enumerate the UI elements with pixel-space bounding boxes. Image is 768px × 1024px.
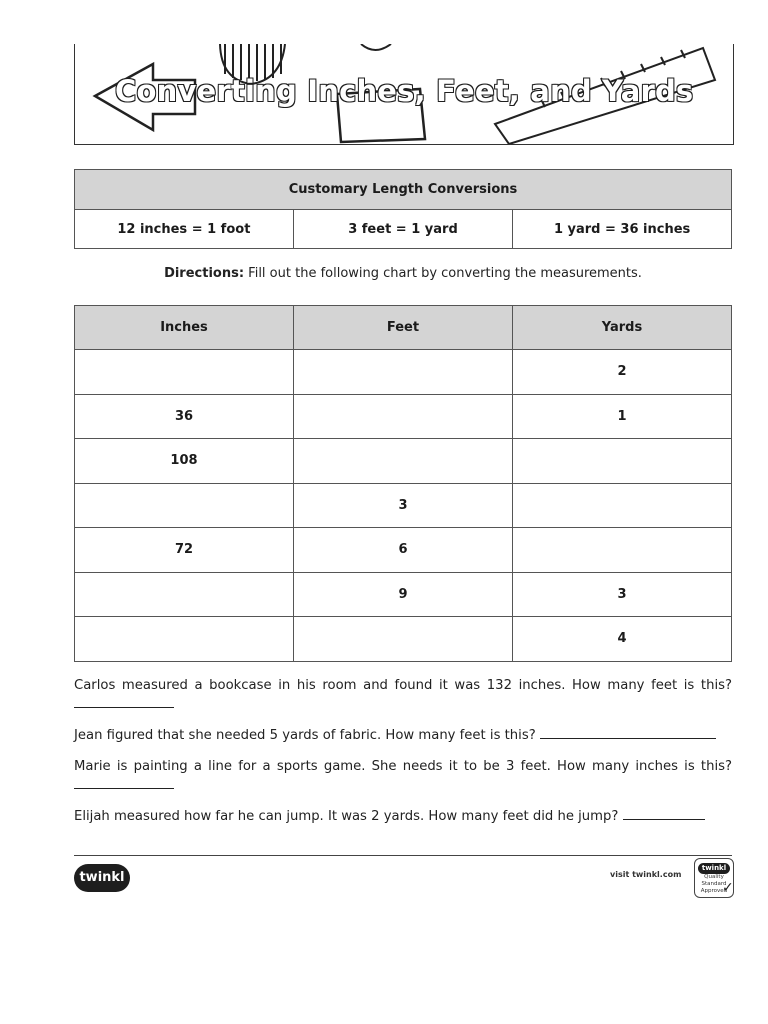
- chart-cell[interactable]: 3: [513, 572, 732, 617]
- conversion-item: 3 feet = 1 yard: [293, 210, 512, 249]
- directions: [74, 266, 732, 281]
- chart-header-inches: Inches: [75, 306, 294, 350]
- question-text: Carlos measured a bookcase in his room and found it was 132 inches. How many feet is this?: [74, 678, 732, 693]
- question-2: [74, 726, 732, 745]
- title-banner: [74, 44, 734, 145]
- question-text: Elijah measured how far he can jump. It was 2 yards. How many feet did he jump?: [74, 809, 619, 824]
- chart-cell[interactable]: [75, 572, 294, 617]
- chart-cell[interactable]: [513, 528, 732, 573]
- question-1: [74, 676, 732, 714]
- table-row: [75, 483, 732, 528]
- chart-header-yards: Yards: [513, 306, 732, 350]
- checkmark-icon: ✓: [722, 880, 734, 896]
- table-row: [75, 572, 732, 617]
- table-row: [75, 528, 732, 573]
- answer-blank[interactable]: [540, 726, 716, 739]
- answer-blank[interactable]: [74, 695, 174, 708]
- question-text: Jean figured that she needed 5 yards of fabric. How many feet is this?: [74, 728, 536, 743]
- chart-cell[interactable]: 108: [75, 439, 294, 484]
- answer-blank[interactable]: [623, 807, 705, 820]
- question-text: Marie is painting a line for a sports game. She needs it to be 3 feet. How many inches is this?: [74, 759, 732, 774]
- directions-text: Fill out the following chart by converting the measurements.: [244, 266, 642, 281]
- question-3: [74, 757, 732, 795]
- directions-label: Directions:: [164, 266, 245, 281]
- chart-cell[interactable]: 2: [513, 350, 732, 395]
- visit-link[interactable]: visit twinkl.com: [610, 870, 682, 879]
- footer-divider: [74, 855, 732, 856]
- table-row: [75, 439, 732, 484]
- table-row: [75, 394, 732, 439]
- conversion-item: 12 inches = 1 foot: [75, 210, 294, 249]
- badge-text: Quality Standard Approved: [700, 874, 728, 894]
- conversion-chart: [74, 305, 732, 662]
- table-row: [75, 617, 732, 662]
- chart-cell[interactable]: [294, 439, 513, 484]
- question-4: [74, 807, 732, 826]
- badge-brand: twinkl: [698, 863, 730, 874]
- twinkl-logo: twinkl: [74, 864, 130, 892]
- chart-cell[interactable]: 36: [75, 394, 294, 439]
- chart-cell[interactable]: 72: [75, 528, 294, 573]
- chart-cell[interactable]: [294, 350, 513, 395]
- conversions-table: [74, 169, 732, 249]
- page-title: Converting Inches, Feet, and Yards: [115, 74, 694, 108]
- conversions-title: Customary Length Conversions: [75, 170, 732, 210]
- word-problems: [74, 676, 732, 838]
- answer-blank[interactable]: [74, 776, 174, 789]
- chart-cell[interactable]: [513, 439, 732, 484]
- table-row: [75, 350, 732, 395]
- chart-cell[interactable]: [75, 483, 294, 528]
- chart-cell[interactable]: 3: [294, 483, 513, 528]
- chart-cell[interactable]: 6: [294, 528, 513, 573]
- chart-cell[interactable]: [294, 394, 513, 439]
- chart-cell[interactable]: [294, 617, 513, 662]
- chart-cell[interactable]: [513, 483, 732, 528]
- chart-header-feet: Feet: [294, 306, 513, 350]
- chart-cell[interactable]: [75, 617, 294, 662]
- chart-cell[interactable]: 9: [294, 572, 513, 617]
- conversion-item: 1 yard = 36 inches: [513, 210, 732, 249]
- chart-cell[interactable]: 1: [513, 394, 732, 439]
- chart-cell[interactable]: [75, 350, 294, 395]
- chart-cell[interactable]: 4: [513, 617, 732, 662]
